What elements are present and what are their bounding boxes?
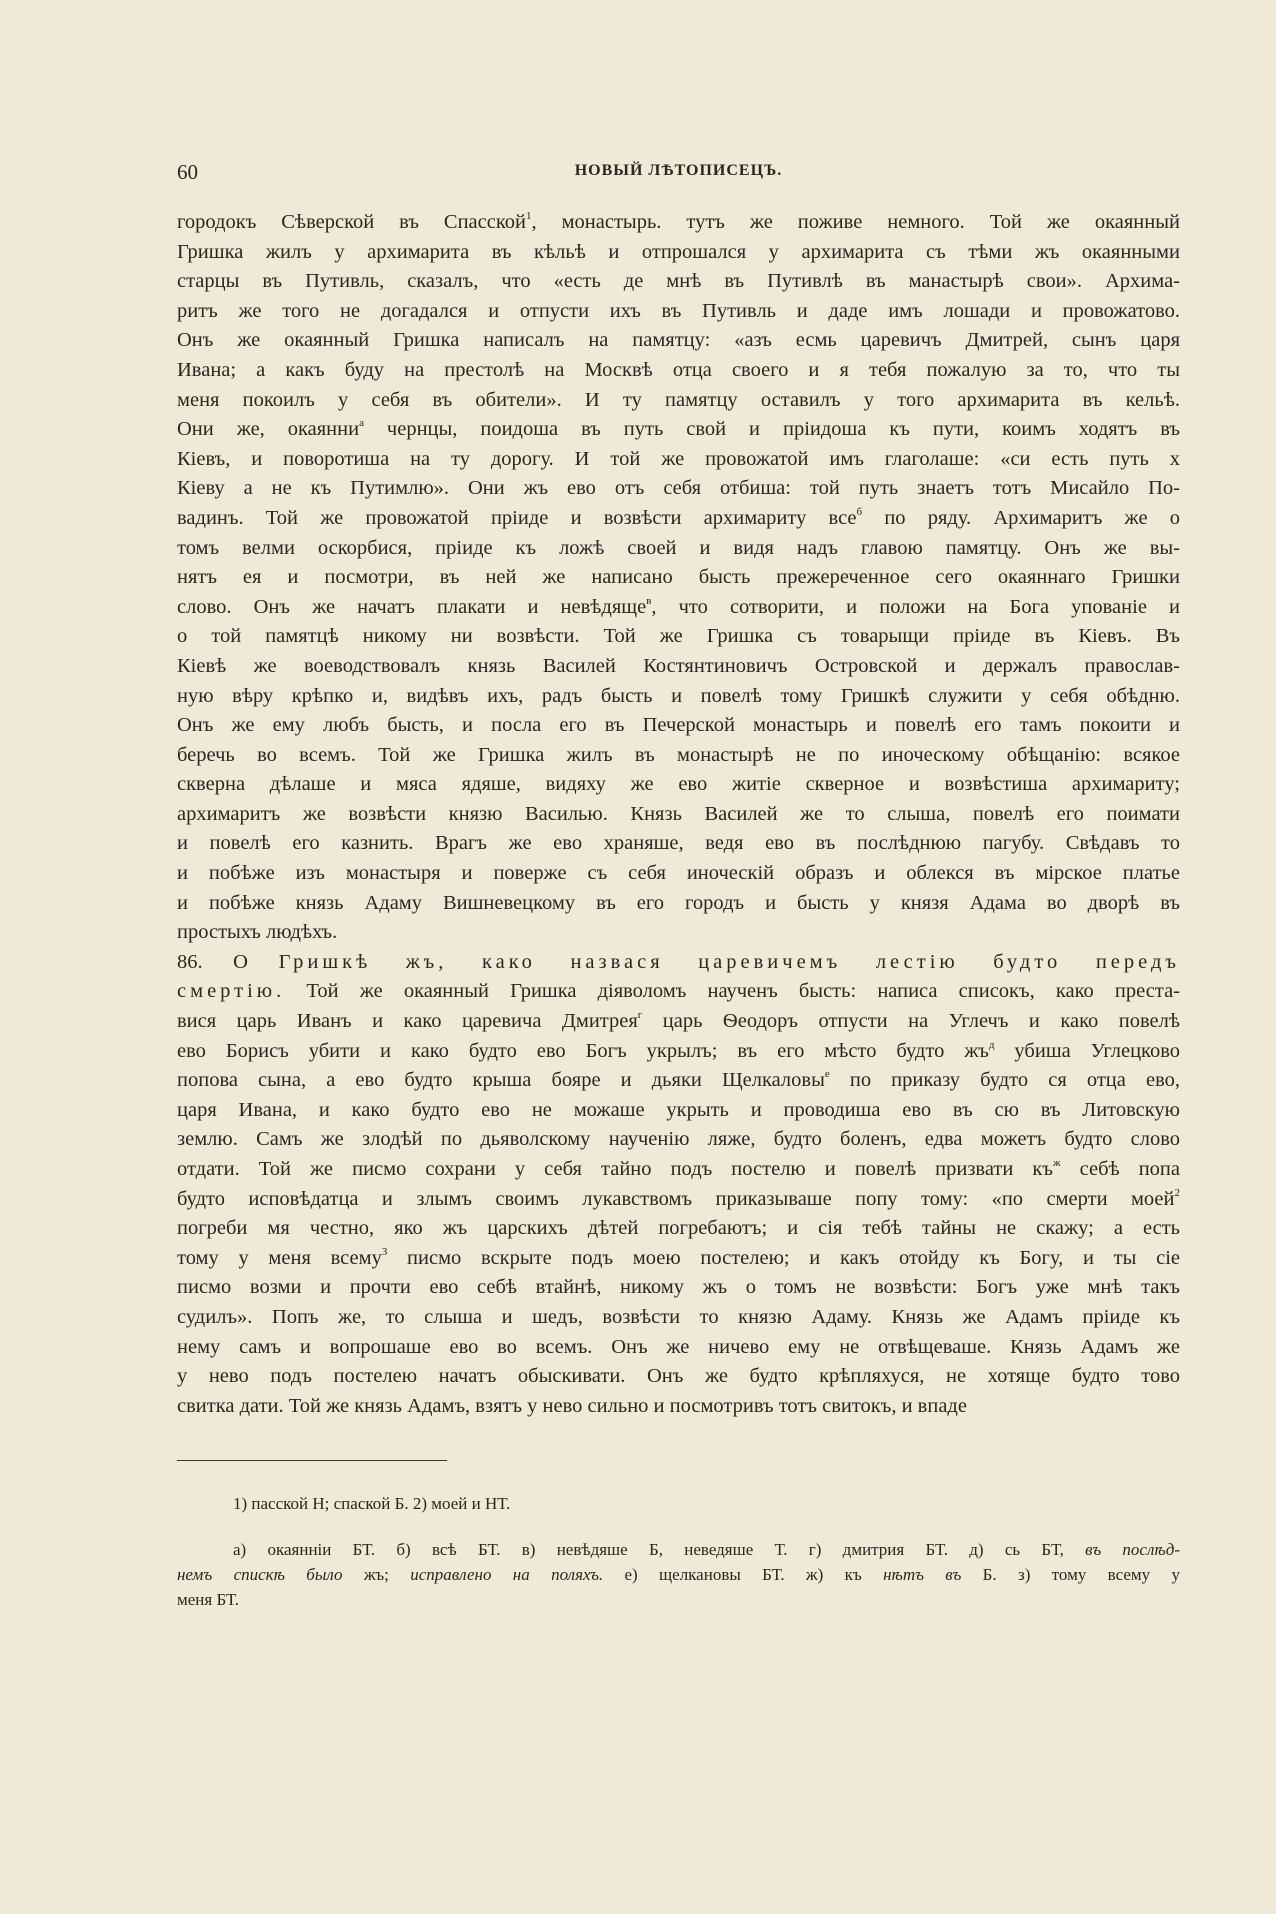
text-line: Кіевѣ же воеводствовалъ князь Василей Костянтиновичъ Островской и держалъ православ-: [177, 654, 1180, 677]
text-line: нятъ ея и посмотри, въ ней же написано бысть прежереченное сего окаяннаго Гришки: [177, 566, 1180, 589]
text-line: Кіевъ, и поворотиша на ту дорогу. И той же провожатой имъ глаголаше: «си есть путь х: [177, 447, 1180, 470]
footnote-gap: [177, 1516, 1180, 1537]
note-marker: г: [637, 1009, 643, 1022]
note-marker: в: [646, 594, 652, 607]
text-line: городокъ Сѣверской въ Спасской$^1$, монастырь. тутъ же поживе немного. Той же окаянный: [177, 210, 1180, 233]
footnote-line: немъ спискѣ было жъ; исправлено на поляхъ. е) щелкановы БТ. ж) къ нѣтъ въ Б. з) тому всему у: [177, 1565, 1181, 1584]
note-marker: е: [824, 1068, 830, 1081]
text-line: отдати. Той же писмо сохрани у себя тайно подъ постелю и повелѣ призвати къ$^ж$ себѣ попа: [177, 1157, 1180, 1180]
text-line: о той памятцѣ никому ни возвѣсти. Той же Гришка съ товарыщи пріиде въ Кіевъ. Въ: [177, 625, 1180, 648]
footnote-line: а) окаянніи БТ. б) всѣ БТ. в) невѣдяше Б, неведяше Т. г) дмитрия БТ. д) сь БТ, въ послѣд-: [233, 1540, 1180, 1559]
text-line: тому у меня всему$^3$ писмо вскрыте подъ моею постелею; и какъ отойду къ Богу, и ты сіе: [177, 1245, 1180, 1269]
text-line: Ивана; а какъ буду на престолѣ на Москвѣ отца своего и я тебя пожалую за то, что ты: [177, 358, 1180, 381]
text-line: ритъ же того не догадался и отпусти ихъ въ Путивль и даде имъ лошади и провожатово.: [177, 299, 1180, 322]
text-line: ную вѣру крѣпко и, видѣвъ ихъ, радъ бысть и повелѣ тому Гришкѣ служити у себя обѣдню.: [177, 684, 1180, 707]
text-line: царя Ивана, и како будто ево не можаше укрыть и проводиша ево въ сю въ Литовскую: [177, 1098, 1180, 1121]
text-line: простыхъ людѣхъ.: [177, 921, 338, 944]
note-marker: д: [988, 1038, 995, 1051]
text-line: слово. Онъ же начатъ плакати и невѣдяще$^в$, что сотворити, и положи на Бога упованіе и: [177, 594, 1180, 618]
text-line: и побѣже изъ монастыря и поверже съ себя иноческій образъ и облекся въ мірское платье: [177, 862, 1180, 885]
editorial-note: въ послѣд-: [1085, 1540, 1180, 1559]
paragraph-section-86: [177, 948, 1180, 1422]
paragraph-main: [177, 208, 1180, 948]
editorial-note: нѣтъ въ: [883, 1565, 962, 1584]
text-line: писмо возми и прочти ево себѣ втайнѣ, никому жъ о томъ не возвѣсти: Богъ уже мнѣ такъ: [177, 1276, 1180, 1299]
text-line: меня покоилъ у себя въ обители». И ту памятцу оставилъ у того архимарита въ кельѣ.: [177, 388, 1180, 411]
text-line: попова сына, а ево будто крыша бояре и дьяки Щелкаловы$^е$ по приказу будто ся отца ево,: [177, 1068, 1180, 1092]
footnote-rule: [177, 1460, 447, 1461]
text-line: будто исповѣдатца и злымъ своимъ лукавствомъ приказываше попу тому: «по смерти моей$^2$: [177, 1186, 1180, 1210]
text-line: смертію. Той же окаянный Гришка діяволомъ наученъ бысть: написа списокъ, како преста-: [177, 980, 1180, 1003]
text-line: 86. О Гришкѣ жъ, како назвася царевичемъ лестію будто передъ: [177, 950, 1180, 973]
text-line: Гришка жилъ у архимарита въ кѣльѣ и отпрошался у архимарита съ тѣми жъ окаянными: [177, 240, 1180, 263]
footnotes: [177, 1491, 1180, 1612]
footnotes-lettered: [177, 1537, 1180, 1612]
running-title: НОВЫЙ ЛѢТОПИСЕЦЪ.: [574, 162, 783, 179]
text-line: Кіеву а не къ Путимлю». Они жъ ево отъ себя отбиша: той путь знаетъ тотъ Мисайло По-: [177, 477, 1180, 500]
text-line: и повелѣ его казнить. Врагъ же ево храняше, ведя ево въ послѣднюю пагубу. Свѣдавъ то: [177, 832, 1180, 855]
section-heading: смертію.: [177, 980, 286, 1003]
text-line: Они же, окаянни$^а$ чернцы, поидоша въ путь свой и пріидоша къ пути, коимъ ходятъ въ: [177, 417, 1180, 441]
note-marker: 1: [525, 210, 532, 222]
text-line: свитка дати. Той же князь Адамъ, взятъ у нево сильно и посмотривъ тотъ свитокъ, и впаде: [177, 1394, 967, 1417]
note-marker: а: [359, 417, 364, 430]
text-line: и побѣже князь Адаму Вишневецкому въ его городъ и бысть у князя Адама во дворѣ въ: [177, 891, 1180, 914]
text-line: землю. Самъ же злодѣй по дьяволскому наученію ляже, будто боленъ, едва можетъ будто слово: [177, 1128, 1180, 1151]
editorial-note: исправлено на поляхъ.: [410, 1565, 604, 1584]
text-line: Онъ же окаянный Гришка написалъ на памятцу: «азъ есмь царевичъ Дмитрей, сынъ царя: [177, 329, 1180, 352]
text-line: томъ велми оскорбися, пріиде къ ложѣ своей и видя надъ главою памятцу. Онъ же вы-: [177, 536, 1180, 559]
text-line: вися царь Иванъ и како царевича Дмитрея$^г$ царь Ѳеодоръ отпусти на Углечъ и како повелѣ: [177, 1009, 1180, 1033]
text-line: Онъ же ему любъ бысть, и посла его въ Печерской монастырь и повелѣ его тамъ покоити и: [177, 714, 1180, 737]
page-header: [177, 160, 1180, 190]
text-line: беречь во всемъ. Той же Гришка жилъ въ монастырѣ не по иноческому обѣщанію: всякое: [177, 743, 1180, 766]
note-marker: 2: [1174, 1186, 1180, 1199]
section-heading: Гришкѣ жъ, како назвася царевичемъ лестію будто передъ: [278, 950, 1180, 973]
text-line: судилъ». Попъ же, то слыша и шедъ, возвѣсти то князю Адаму. Князь же Адамъ пріиде къ: [177, 1305, 1180, 1328]
body-text: [177, 208, 1180, 1421]
note-marker: 3: [381, 1245, 388, 1258]
editorial-note: немъ спискѣ было: [177, 1565, 343, 1584]
text-line: скверна дѣлаше и мяса ядяше, видяху же ево житіе скверное и возвѣстиша архимариту;: [177, 773, 1180, 796]
page-number: 60: [177, 160, 198, 184]
text-line: вадинъ. Той же провожатой пріиде и возвѣсти архимариту все$^б$ по ряду. Архимаритъ же о: [177, 505, 1180, 529]
footnote-line: меня БТ.: [177, 1590, 239, 1609]
text-line: архимаритъ же возвѣсти князю Василью. Князь Василей же то слыша, повелѣ его поимати: [177, 802, 1180, 825]
text-line: ево Борисъ убити и како будто ево Богъ укрылъ; въ его мѣсто будто жъ$^д$ убиша Углецково: [177, 1038, 1181, 1062]
footnotes-numbered: 1) пасской Н; спаской Б. 2) моей и НТ.: [233, 1494, 511, 1513]
note-marker: ж: [1052, 1157, 1061, 1169]
text-line: нему самъ и вопрошаше ево во всемъ. Онъ же ничево ему не отвѣщеваше. Князь Адамъ же: [177, 1335, 1180, 1358]
text-line: погреби мя честно, яко жъ царскихъ дѣтей погребаютъ; и сія тебѣ тайны не скажу; а есть: [177, 1217, 1180, 1240]
text-line: у нево подъ постелею начатъ обыскивати. Онъ же будто крѣпляхуся, не хотяще будто тово: [177, 1365, 1180, 1388]
note-marker: б: [856, 505, 863, 518]
text-line: старцы въ Путивль, сказалъ, что «есть де мнѣ въ Путивлѣ въ манастырѣ свои». Архима-: [177, 270, 1180, 293]
